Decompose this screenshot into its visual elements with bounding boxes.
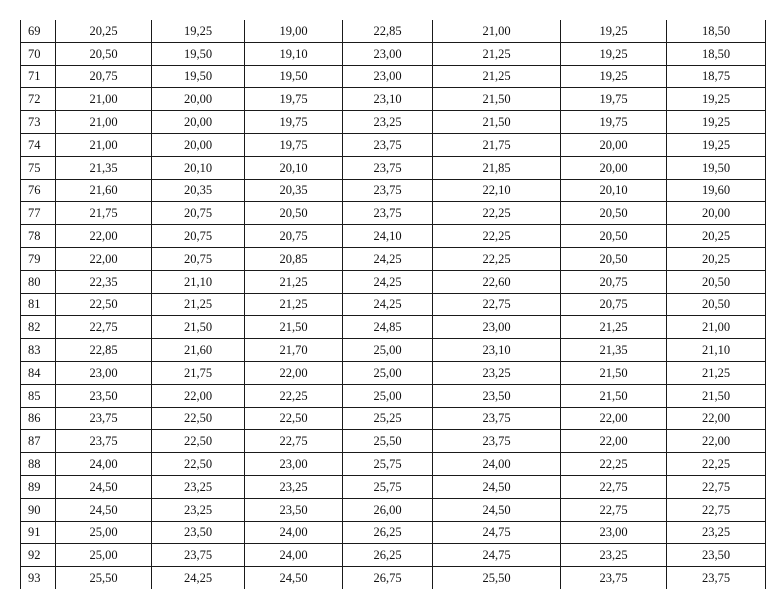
value-cell: 23,00 xyxy=(343,42,433,65)
value-cell: 25,75 xyxy=(343,453,433,476)
value-cell: 24,75 xyxy=(433,521,561,544)
value-cell: 23,00 xyxy=(56,361,152,384)
value-cell: 21,75 xyxy=(433,133,561,156)
table-row xyxy=(21,225,766,248)
value-cell: 19,25 xyxy=(667,88,766,111)
value-cell: 23,25 xyxy=(433,361,561,384)
value-cell: 23,75 xyxy=(343,202,433,225)
row-index-cell: 84 xyxy=(21,361,56,384)
value-cell: 19,25 xyxy=(667,133,766,156)
value-cell: 20,10 xyxy=(561,179,667,202)
value-cell: 23,75 xyxy=(433,407,561,430)
value-cell: 26,25 xyxy=(343,544,433,567)
value-cell: 22,60 xyxy=(433,270,561,293)
table-row xyxy=(21,65,766,88)
table-row xyxy=(21,20,766,42)
value-cell: 21,10 xyxy=(667,339,766,362)
value-cell: 19,75 xyxy=(561,88,667,111)
value-cell: 24,00 xyxy=(433,453,561,476)
value-cell: 22,10 xyxy=(433,179,561,202)
value-cell: 22,00 xyxy=(56,225,152,248)
value-cell: 22,00 xyxy=(56,247,152,270)
value-cell: 22,00 xyxy=(667,407,766,430)
table-row xyxy=(21,179,766,202)
value-cell: 18,50 xyxy=(667,42,766,65)
value-cell: 20,25 xyxy=(667,247,766,270)
value-cell: 20,00 xyxy=(152,133,245,156)
table-row xyxy=(21,453,766,476)
value-cell: 20,75 xyxy=(152,225,245,248)
value-cell: 20,00 xyxy=(561,133,667,156)
value-cell: 21,00 xyxy=(56,133,152,156)
value-cell: 22,75 xyxy=(561,498,667,521)
value-cell: 19,50 xyxy=(152,65,245,88)
table-row xyxy=(21,133,766,156)
value-cell: 21,25 xyxy=(667,361,766,384)
row-index-cell: 82 xyxy=(21,316,56,339)
data-table-page xyxy=(20,20,765,589)
value-cell: 22,00 xyxy=(561,430,667,453)
value-cell: 23,50 xyxy=(433,384,561,407)
value-cell: 19,25 xyxy=(561,42,667,65)
value-cell: 20,50 xyxy=(667,293,766,316)
value-cell: 22,50 xyxy=(152,430,245,453)
row-index-cell: 90 xyxy=(21,498,56,521)
value-cell: 26,00 xyxy=(343,498,433,521)
value-cell: 25,75 xyxy=(343,475,433,498)
value-cell: 21,50 xyxy=(433,111,561,134)
table-row xyxy=(21,384,766,407)
table-row xyxy=(21,202,766,225)
row-index-cell: 89 xyxy=(21,475,56,498)
value-cell: 21,35 xyxy=(56,156,152,179)
value-cell: 22,75 xyxy=(561,475,667,498)
value-cell: 19,10 xyxy=(245,42,343,65)
value-cell: 20,35 xyxy=(152,179,245,202)
value-cell: 25,00 xyxy=(343,384,433,407)
value-cell: 22,75 xyxy=(56,316,152,339)
value-cell: 20,25 xyxy=(667,225,766,248)
table-row xyxy=(21,361,766,384)
table-row xyxy=(21,270,766,293)
value-cell: 23,75 xyxy=(433,430,561,453)
value-cell: 24,50 xyxy=(245,567,343,589)
value-cell: 22,75 xyxy=(245,430,343,453)
value-cell: 25,00 xyxy=(56,521,152,544)
value-cell: 21,25 xyxy=(152,293,245,316)
table-body xyxy=(21,20,766,589)
value-cell: 23,25 xyxy=(667,521,766,544)
value-cell: 21,85 xyxy=(433,156,561,179)
row-index-cell: 71 xyxy=(21,65,56,88)
value-cell: 23,75 xyxy=(667,567,766,589)
value-cell: 22,00 xyxy=(152,384,245,407)
row-index-cell: 81 xyxy=(21,293,56,316)
value-cell: 20,50 xyxy=(667,270,766,293)
table-row xyxy=(21,339,766,362)
value-cell: 18,50 xyxy=(667,20,766,42)
value-cell: 22,00 xyxy=(245,361,343,384)
row-index-cell: 79 xyxy=(21,247,56,270)
value-cell: 21,25 xyxy=(561,316,667,339)
value-cell: 22,25 xyxy=(433,225,561,248)
table-row xyxy=(21,316,766,339)
row-index-cell: 74 xyxy=(21,133,56,156)
value-cell: 23,75 xyxy=(343,156,433,179)
value-cell: 20,00 xyxy=(152,111,245,134)
value-cell: 25,50 xyxy=(343,430,433,453)
value-cell: 23,50 xyxy=(667,544,766,567)
value-cell: 23,75 xyxy=(561,567,667,589)
row-index-cell: 73 xyxy=(21,111,56,134)
value-cell: 24,50 xyxy=(56,475,152,498)
row-index-cell: 93 xyxy=(21,567,56,589)
value-cell: 21,10 xyxy=(152,270,245,293)
value-cell: 21,50 xyxy=(667,384,766,407)
value-cell: 19,75 xyxy=(561,111,667,134)
value-cell: 23,50 xyxy=(56,384,152,407)
value-cell: 22,75 xyxy=(667,475,766,498)
value-cell: 22,35 xyxy=(56,270,152,293)
value-cell: 19,50 xyxy=(667,156,766,179)
value-cell: 24,75 xyxy=(433,544,561,567)
value-cell: 22,85 xyxy=(56,339,152,362)
row-index-cell: 92 xyxy=(21,544,56,567)
value-cell: 19,75 xyxy=(245,88,343,111)
value-cell: 24,00 xyxy=(245,521,343,544)
row-index-cell: 85 xyxy=(21,384,56,407)
value-cell: 20,50 xyxy=(245,202,343,225)
value-cell: 19,25 xyxy=(152,20,245,42)
value-cell: 24,50 xyxy=(56,498,152,521)
value-cell: 25,50 xyxy=(56,567,152,589)
value-cell: 19,75 xyxy=(245,133,343,156)
value-cell: 21,50 xyxy=(152,316,245,339)
value-cell: 26,75 xyxy=(343,567,433,589)
table-row xyxy=(21,247,766,270)
value-cell: 21,25 xyxy=(433,42,561,65)
table-row xyxy=(21,498,766,521)
value-cell: 22,50 xyxy=(152,453,245,476)
value-cell: 24,85 xyxy=(343,316,433,339)
value-cell: 22,75 xyxy=(433,293,561,316)
table-row xyxy=(21,156,766,179)
row-index-cell: 72 xyxy=(21,88,56,111)
value-cell: 23,75 xyxy=(152,544,245,567)
value-cell: 23,00 xyxy=(343,65,433,88)
value-cell: 23,50 xyxy=(245,498,343,521)
row-index-cell: 83 xyxy=(21,339,56,362)
row-index-cell: 70 xyxy=(21,42,56,65)
table-row xyxy=(21,111,766,134)
value-cell: 21,50 xyxy=(561,384,667,407)
row-index-cell: 80 xyxy=(21,270,56,293)
table-row xyxy=(21,407,766,430)
value-cell: 19,25 xyxy=(667,111,766,134)
value-cell: 24,10 xyxy=(343,225,433,248)
value-cell: 22,75 xyxy=(667,498,766,521)
value-cell: 24,25 xyxy=(343,247,433,270)
value-cell: 20,50 xyxy=(56,42,152,65)
table-row xyxy=(21,88,766,111)
value-cell: 23,75 xyxy=(343,179,433,202)
value-cell: 24,00 xyxy=(56,453,152,476)
value-cell: 20,10 xyxy=(245,156,343,179)
value-cell: 20,85 xyxy=(245,247,343,270)
data-table xyxy=(20,20,766,589)
value-cell: 20,10 xyxy=(152,156,245,179)
value-cell: 21,00 xyxy=(433,20,561,42)
value-cell: 21,50 xyxy=(561,361,667,384)
value-cell: 23,50 xyxy=(152,521,245,544)
value-cell: 23,00 xyxy=(245,453,343,476)
value-cell: 23,25 xyxy=(343,111,433,134)
value-cell: 25,00 xyxy=(343,339,433,362)
row-index-cell: 87 xyxy=(21,430,56,453)
value-cell: 20,00 xyxy=(561,156,667,179)
value-cell: 19,75 xyxy=(245,111,343,134)
value-cell: 23,00 xyxy=(561,521,667,544)
value-cell: 20,75 xyxy=(561,293,667,316)
value-cell: 23,25 xyxy=(561,544,667,567)
value-cell: 24,25 xyxy=(343,270,433,293)
value-cell: 25,25 xyxy=(343,407,433,430)
value-cell: 20,35 xyxy=(245,179,343,202)
value-cell: 20,75 xyxy=(152,247,245,270)
table-row xyxy=(21,293,766,316)
table-row xyxy=(21,430,766,453)
value-cell: 20,50 xyxy=(561,247,667,270)
value-cell: 22,25 xyxy=(433,202,561,225)
value-cell: 20,50 xyxy=(561,202,667,225)
value-cell: 23,75 xyxy=(56,430,152,453)
value-cell: 20,00 xyxy=(667,202,766,225)
value-cell: 22,00 xyxy=(667,430,766,453)
value-cell: 19,25 xyxy=(561,65,667,88)
value-cell: 21,25 xyxy=(245,293,343,316)
value-cell: 20,25 xyxy=(56,20,152,42)
row-index-cell: 76 xyxy=(21,179,56,202)
value-cell: 20,75 xyxy=(561,270,667,293)
value-cell: 21,00 xyxy=(56,88,152,111)
value-cell: 21,35 xyxy=(561,339,667,362)
value-cell: 22,25 xyxy=(561,453,667,476)
value-cell: 19,60 xyxy=(667,179,766,202)
table-row xyxy=(21,475,766,498)
value-cell: 21,50 xyxy=(245,316,343,339)
value-cell: 21,00 xyxy=(56,111,152,134)
value-cell: 20,75 xyxy=(56,65,152,88)
table-row xyxy=(21,567,766,589)
row-index-cell: 69 xyxy=(21,20,56,42)
value-cell: 23,75 xyxy=(343,133,433,156)
value-cell: 21,75 xyxy=(56,202,152,225)
value-cell: 23,25 xyxy=(152,475,245,498)
value-cell: 25,50 xyxy=(433,567,561,589)
value-cell: 23,10 xyxy=(433,339,561,362)
value-cell: 25,00 xyxy=(56,544,152,567)
value-cell: 22,50 xyxy=(152,407,245,430)
value-cell: 23,00 xyxy=(433,316,561,339)
value-cell: 23,75 xyxy=(56,407,152,430)
value-cell: 23,25 xyxy=(152,498,245,521)
value-cell: 19,50 xyxy=(245,65,343,88)
row-index-cell: 78 xyxy=(21,225,56,248)
value-cell: 21,60 xyxy=(56,179,152,202)
value-cell: 22,85 xyxy=(343,20,433,42)
value-cell: 19,00 xyxy=(245,20,343,42)
value-cell: 20,50 xyxy=(561,225,667,248)
value-cell: 21,60 xyxy=(152,339,245,362)
value-cell: 22,50 xyxy=(245,407,343,430)
value-cell: 24,00 xyxy=(245,544,343,567)
row-index-cell: 75 xyxy=(21,156,56,179)
value-cell: 21,75 xyxy=(152,361,245,384)
value-cell: 20,75 xyxy=(152,202,245,225)
value-cell: 19,25 xyxy=(561,20,667,42)
value-cell: 24,25 xyxy=(343,293,433,316)
value-cell: 18,75 xyxy=(667,65,766,88)
value-cell: 21,00 xyxy=(667,316,766,339)
value-cell: 21,70 xyxy=(245,339,343,362)
row-index-cell: 86 xyxy=(21,407,56,430)
table-row xyxy=(21,42,766,65)
value-cell: 20,75 xyxy=(245,225,343,248)
value-cell: 23,25 xyxy=(245,475,343,498)
value-cell: 21,25 xyxy=(245,270,343,293)
table-row xyxy=(21,521,766,544)
value-cell: 19,50 xyxy=(152,42,245,65)
table-row xyxy=(21,544,766,567)
value-cell: 20,00 xyxy=(152,88,245,111)
value-cell: 22,00 xyxy=(561,407,667,430)
value-cell: 26,25 xyxy=(343,521,433,544)
row-index-cell: 88 xyxy=(21,453,56,476)
row-index-cell: 91 xyxy=(21,521,56,544)
value-cell: 22,25 xyxy=(667,453,766,476)
value-cell: 24,25 xyxy=(152,567,245,589)
value-cell: 24,50 xyxy=(433,475,561,498)
value-cell: 21,50 xyxy=(433,88,561,111)
value-cell: 25,00 xyxy=(343,361,433,384)
value-cell: 22,25 xyxy=(433,247,561,270)
value-cell: 22,50 xyxy=(56,293,152,316)
value-cell: 22,25 xyxy=(245,384,343,407)
row-index-cell: 77 xyxy=(21,202,56,225)
value-cell: 24,50 xyxy=(433,498,561,521)
value-cell: 21,25 xyxy=(433,65,561,88)
value-cell: 23,10 xyxy=(343,88,433,111)
